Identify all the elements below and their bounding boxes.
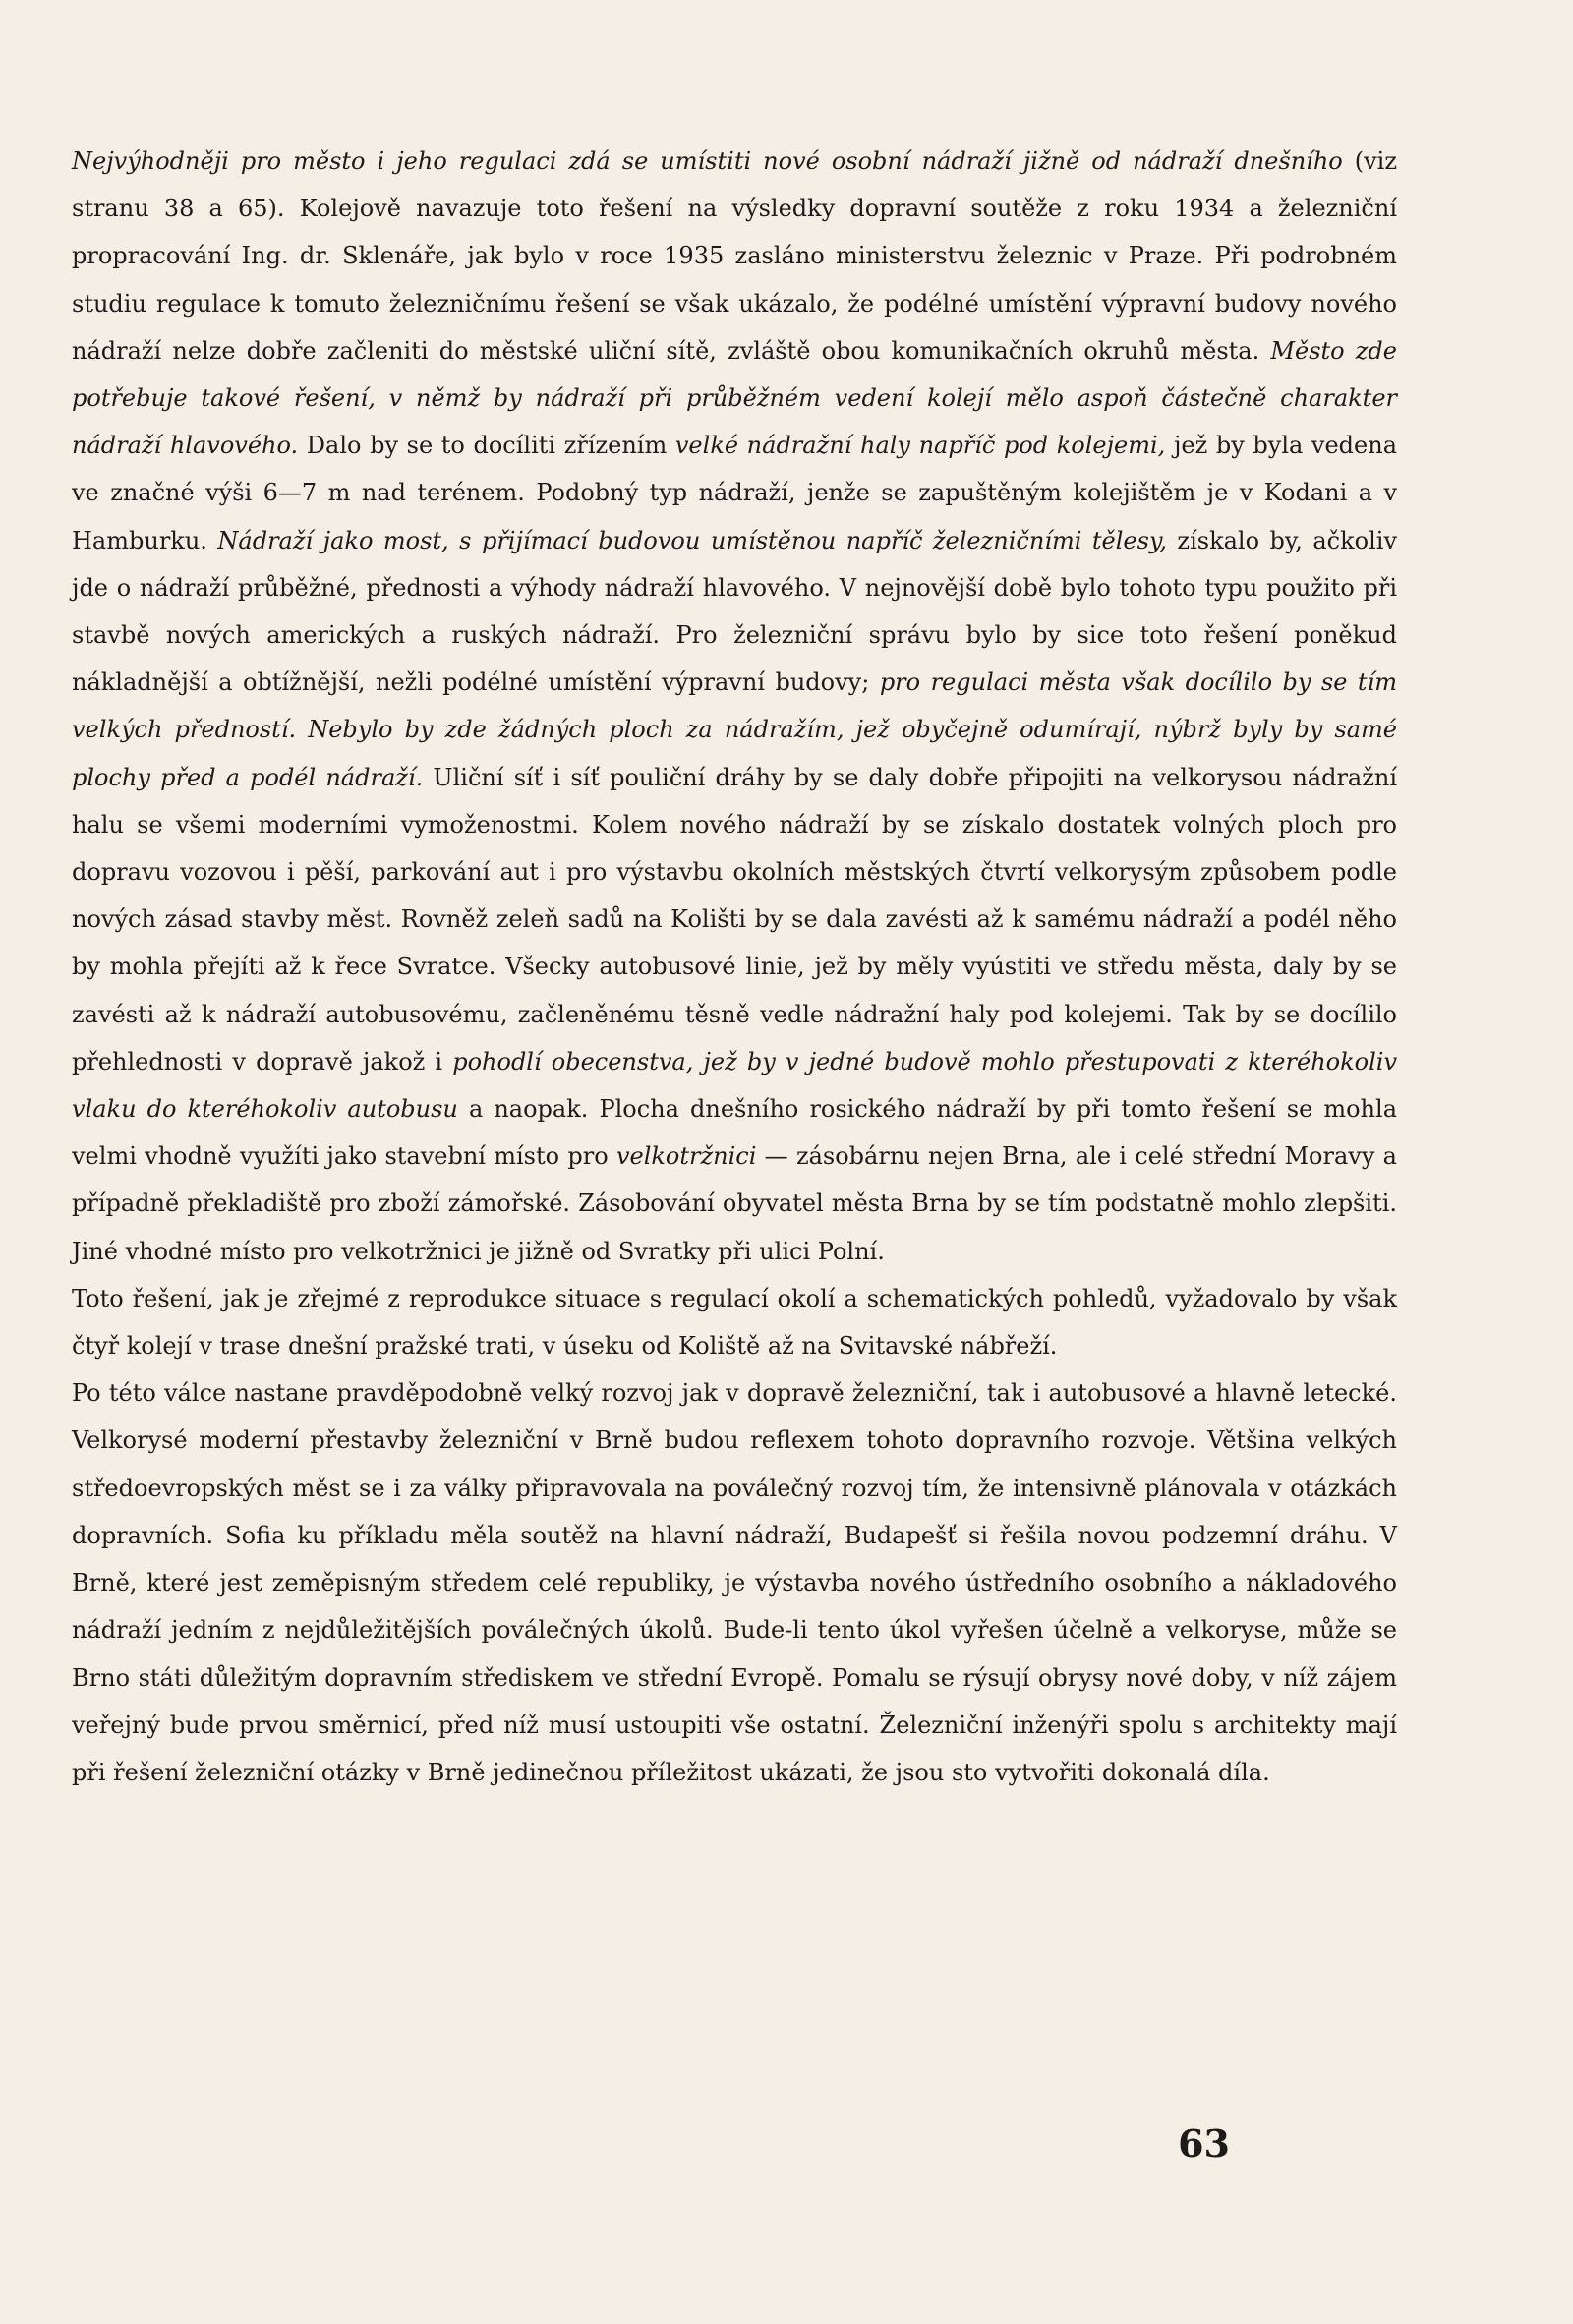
body-text — [72, 138, 1397, 1796]
italic-text: velké nádražní haly napříč pod kolejemi, — [674, 432, 1166, 460]
italic-text: Nádraží jako most, s přijímací budovou umístěnou napříč železničními tělesy, — [217, 526, 1167, 554]
text-run: Dalo by se to docíliti zřízením — [298, 432, 675, 460]
page-number: 63 — [1178, 2121, 1230, 2166]
italic-text: pro regulaci města však docílilo by se tím velkých předností. Nebylo by zde žádných ploch za nádražím, jež obyčejně odumírají, nýbrž byly by samé plochy před a podél nádraží. — [72, 668, 1397, 791]
italic-text: Město zde potřebuje takové řešení, v němž by nádraží při průběžném vedení kolejí mělo aspoň částečně charakter nádraží hlavového. — [72, 336, 1398, 460]
paragraph-2 — [72, 1275, 1397, 1369]
italic-text: Nejvýhodněji pro město i jeho regulaci zdá se umístiti nové osobní nádraží jižně od nádraží dnešního — [72, 147, 1343, 175]
paragraph-3 — [72, 1369, 1397, 1796]
italic-text: pohodlí obecenstva, jež by v jedné budově mohlo přestupovati z kteréhokoliv vlaku do kteréhokoliv autobusu — [72, 1047, 1397, 1124]
text-run: — zásobárnu nejen Brna, ale i celé střední Moravy a případně překladiště pro zboží zámořské. Zásobování obyvatel města Brna by se tím podstatně mohlo zlepšiti. Jiné vhodné místo pro velkotržnici je jižně od Svratky při ulici Polní. — [72, 1142, 1397, 1265]
text-run: jež by byla vedena ve značné výši 6—7 m nad terénem. Podobný typ nádraží, jenže se zapuštěným kolejištěm je v Kodani a v Hamburku. — [72, 432, 1398, 554]
text-run: získalo by, ačkoliv jde o nádraží průběžné, přednosti a výhody nádraží hlavového. V nejnovější době bylo tohoto typu použito při stavbě nových amerických a ruských nádraží. Pro železniční správu bylo by sice toto řešení poněkud nákladnější a obtížnější, nežli podélné umístění výpravní budovy; — [72, 526, 1398, 697]
italic-text: velkotržnici — [615, 1142, 757, 1171]
text-run: Uliční síť i síť pouliční dráhy by se daly dobře připojiti na velkorysou nádražní halu se všemi moderními vymoženostmi. Kolem nového nádraží by se získalo dostatek volných ploch pro dopravu vozovou i pěší, parkování aut i pro výstavbu okolních městských čtvrtí velkorysým způsobem podle nových zásad stavby měst. Rovněž zeleň sadů na Kolišti by se dala zavésti až k samému nádraží a podél něho by mohla přejíti až k řece Svratce. Všecky autobusové linie, jež by měly vyústiti ve středu města, daly by se zavésti až k nádraží autobusovému, začleněnému těsně vedle nádražní haly pod kolejemi. Tak by se docílilo přehlednosti v dopravě jakož i — [72, 763, 1398, 1075]
text-run: (viz stranu 38 a 65). Kolejově navazuje toto řešení na výsledky dopravní soutěže z roku 1934 a železniční propracování Ing. dr. Sklenáře, jak bylo v roce 1935 zasláno ministerstvu železnic v Praze. Při podrobném studiu regulace k tomuto železničnímu řešení se však ukázalo, že podélné umístění výpravní budovy nového nádraží nelze dobře začleniti do městské uliční sítě, zvláště obou komunikačních okruhů města. — [72, 147, 1397, 365]
text-run: Po této válce nastane pravděpodobně velký rozvoj jak v dopravě železniční, tak i autobusové a hlavně letecké. Velkorysé moderní přestavby železniční v Brně budou reflexem tohoto dopravního rozvoje. Většina velkých středoevropských měst se i za války připravovala na poválečný rozvoj tím, že intensivně plánovala v otázkách dopravních. Sofia ku příkladu měla soutěž na hlavní nádraží, Budapešť si řešila novou podzemní dráhu. V Brně, které jest zeměpisným středem celé republiky, je výstavba nového ústředního osobního a nákladového nádraží jedním z nejdůležitějších poválečných úkolů. Bude-li tento úkol vyřešen účelně a velkoryse, může se Brno státi důležitým dopravním střediskem ve střední Evropě. Pomalu se rýsují obrysy nové doby, v níž zájem veřejný bude prvou směrnicí, před níž musí ustoupiti vše ostatní. Železniční inženýři spolu s architekty mají při řešení železniční otázky v Brně jedinečnou příležitost ukázati, že jsou sto vytvořiti dokonalá díla. — [72, 1379, 1397, 1786]
paragraph-1 — [72, 138, 1397, 1275]
text-run: Toto řešení, jak je zřejmé z reprodukce situace s regulací okolí a schematických pohledů, vyžadovalo by však čtyř kolejí v trase dnešní pražské trati, v úseku od Koliště až na Svitavské nábřeží. — [72, 1284, 1397, 1361]
text-run: a naopak. Plocha dnešního rosického nádraží by při tomto řešení se mohla velmi vhodně využíti jako stavební místo pro — [72, 1095, 1398, 1171]
